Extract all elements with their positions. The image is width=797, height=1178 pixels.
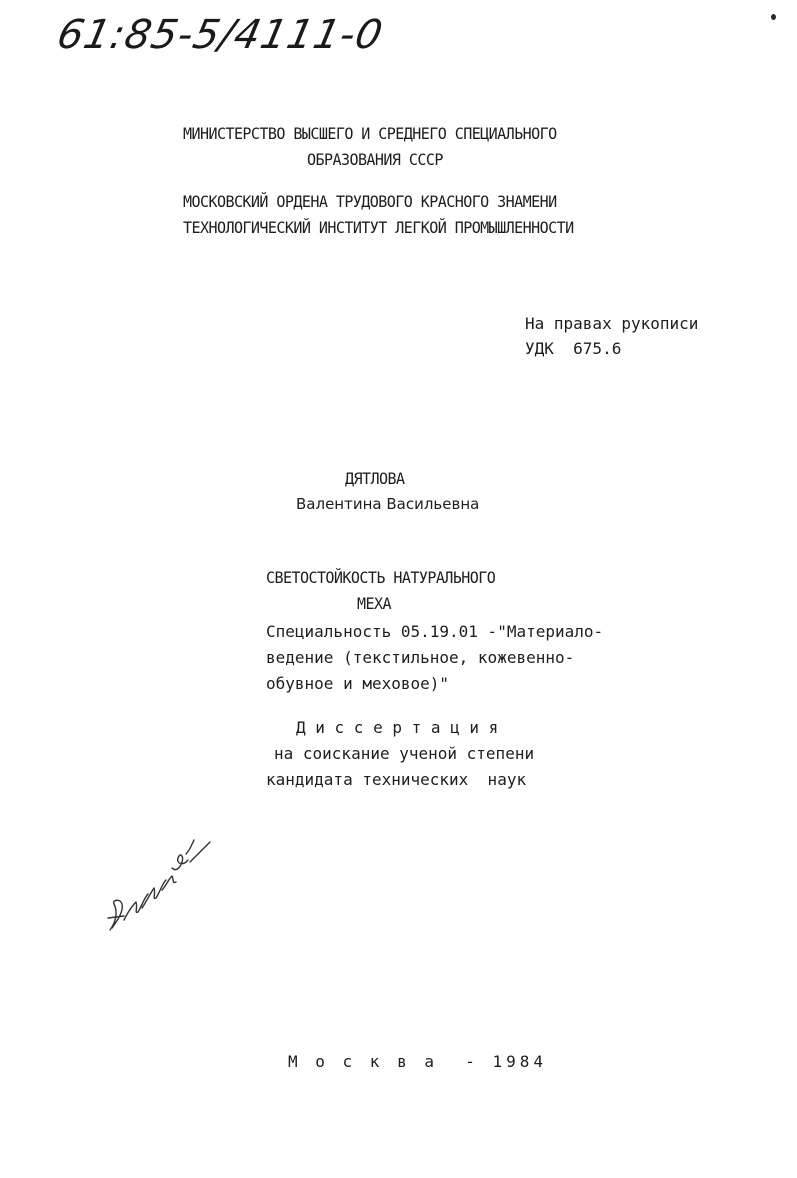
ministry-line-2: ОБРАЗОВАНИЯ СССР <box>307 150 443 169</box>
institute-line-1: МОСКОВСКИЙ ОРДЕНА ТРУДОВОГО КРАСНОГО ЗНАМЕНИ <box>183 192 557 211</box>
udk-code: УДК 675.6 <box>525 339 622 358</box>
institute-line-2: ТЕХНОЛОГИЧЕСКИЙ ИНСТИТУТ ЛЕГКОЙ ПРОМЫШЛЕННОСТИ <box>183 218 574 237</box>
archive-number-handwritten: 61:85-5/4111-0 <box>53 12 388 58</box>
author-name: Валентина Васильевна <box>296 495 480 513</box>
specialty-line-3: обувное и меховое)" <box>266 674 450 693</box>
corner-mark <box>771 14 776 20</box>
dissertation-label: Д и с с е р т а ц и я <box>296 718 499 737</box>
ministry-line-1: МИНИСТЕРСТВО ВЫСШЕГО И СРЕДНЕГО СПЕЦИАЛЬНОГО <box>183 124 557 143</box>
handwritten-signature <box>102 832 222 942</box>
dissertation-title-line-2: МЕХА <box>357 594 391 613</box>
author-surname: ДЯТЛОВА <box>345 469 405 488</box>
specialty-line-2: ведение (текстильное, кожевенно- <box>266 648 575 667</box>
specialty-line-1: Специальность 05.19.01 -"Материало- <box>266 622 604 641</box>
dissertation-title-line-1: СВЕТОСТОЙКОСТЬ НАТУРАЛЬНОГО <box>266 568 496 587</box>
degree-line-2: кандидата технических наук <box>266 770 527 789</box>
degree-line-1: на соискание ученой степени <box>274 744 535 763</box>
city-year: М о с к в а - 1984 <box>288 1052 548 1071</box>
manuscript-rights: На правах рукописи <box>525 314 699 333</box>
